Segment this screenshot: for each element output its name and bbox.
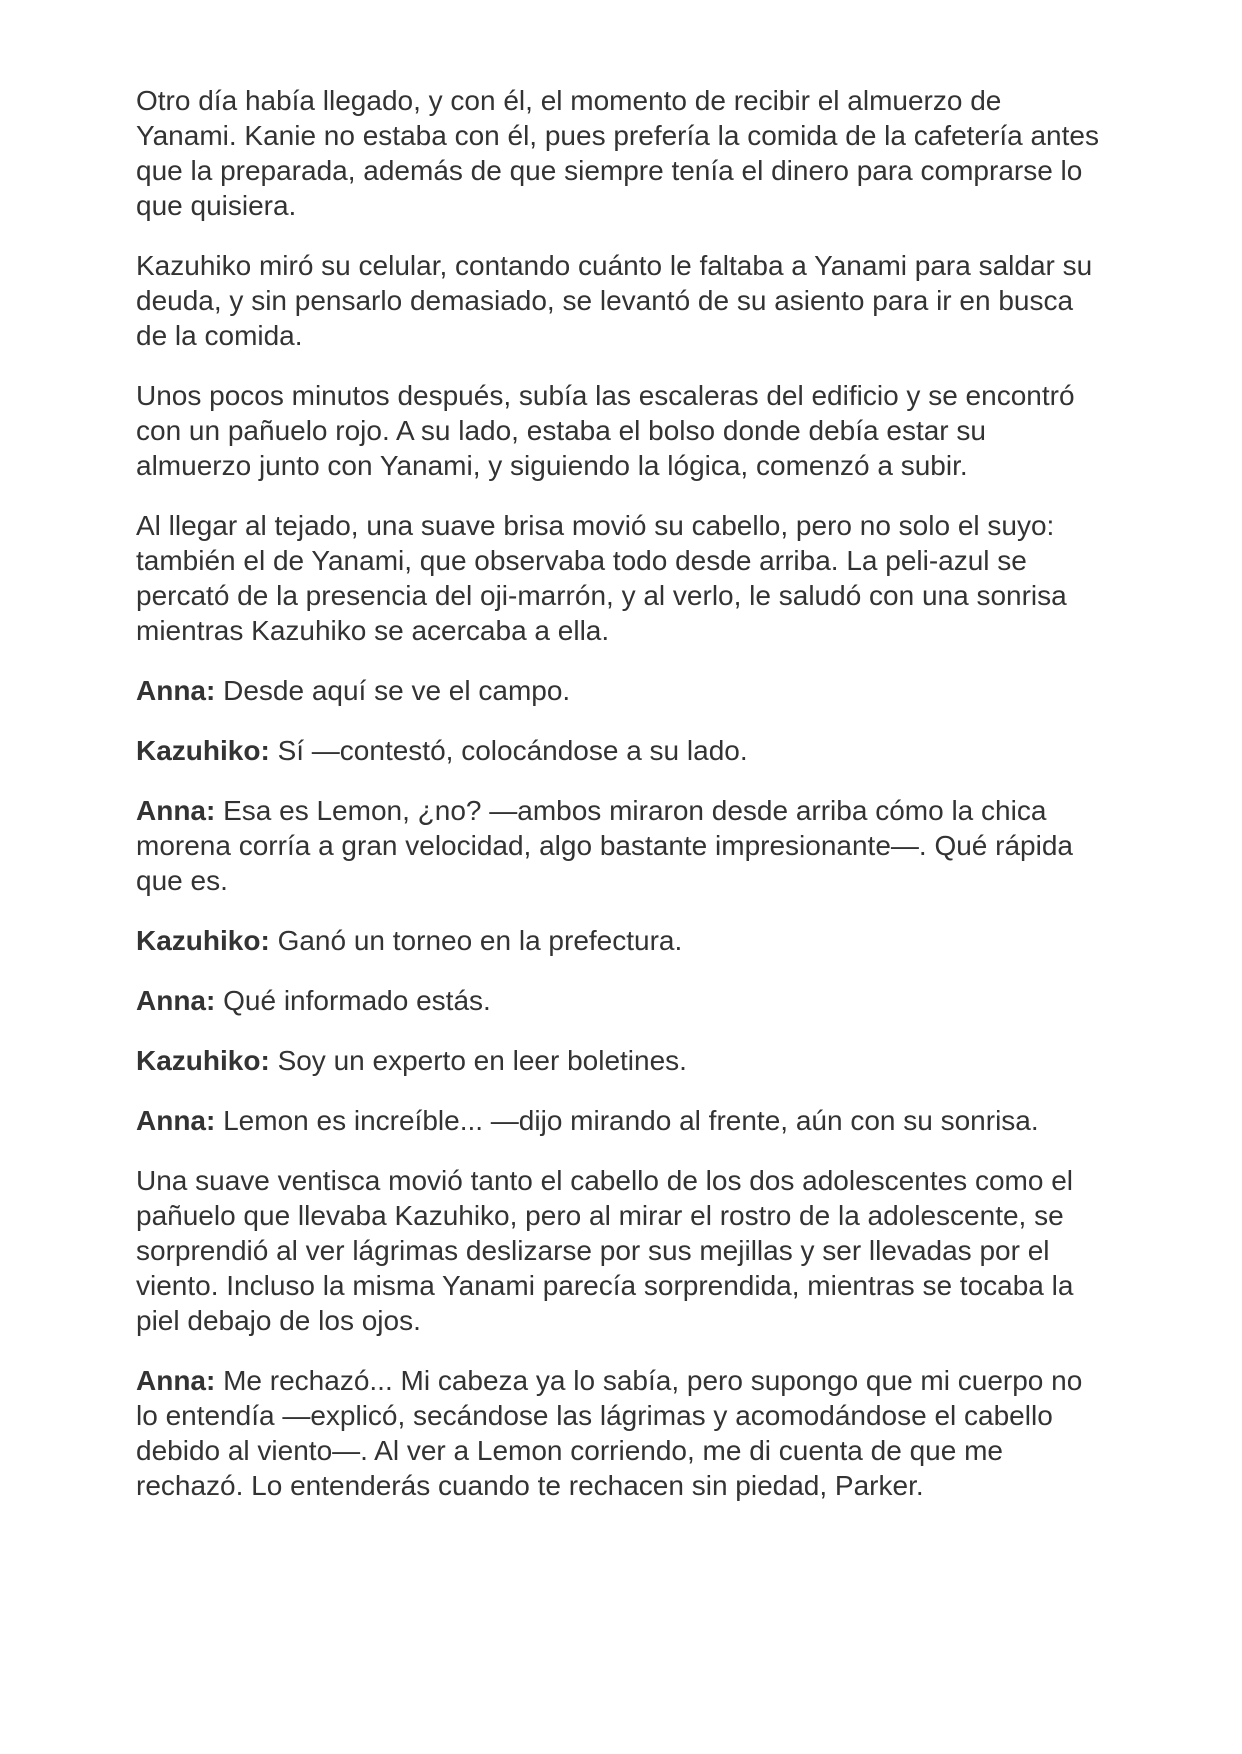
narration-paragraph	[136, 248, 1106, 353]
paragraph-text: Esa es Lemon, ¿no? —ambos miraron desde arriba cómo la chica morena corría a gran velocidad, algo bastante impresionante—. Qué rápida que es.	[136, 795, 1073, 896]
narration-paragraph	[136, 378, 1106, 483]
paragraph-text: Otro día había llegado, y con él, el momento de recibir el almuerzo de Yanami. Kanie no estaba con él, pues prefería la comida de la cafetería antes que la preparada, además de que siempre tenía el dinero para comprarse lo que quisiera.	[136, 85, 1099, 221]
paragraph-text: Soy un experto en leer boletines.	[277, 1045, 687, 1076]
paragraph-text: Sí —contestó, colocándose a su lado.	[277, 735, 748, 766]
speaker-name: Anna:	[136, 1365, 216, 1396]
dialogue-paragraph	[136, 923, 1106, 958]
speaker-name: Anna:	[136, 795, 216, 826]
paragraph-text: Ganó un torneo en la prefectura.	[277, 925, 683, 956]
dialogue-paragraph	[136, 1043, 1106, 1078]
paragraph-text: Qué informado estás.	[223, 985, 491, 1016]
dialogue-paragraph	[136, 673, 1106, 708]
narration-paragraph	[136, 1163, 1106, 1338]
speaker-name: Anna:	[136, 985, 216, 1016]
dialogue-paragraph	[136, 983, 1106, 1018]
narration-paragraph	[136, 508, 1106, 648]
dialogue-paragraph	[136, 1363, 1106, 1503]
speaker-name: Anna:	[136, 1105, 216, 1136]
paragraph-text: Desde aquí se ve el campo.	[223, 675, 571, 706]
paragraph-text: Kazuhiko miró su celular, contando cuánto le faltaba a Yanami para saldar su deuda, y sin pensarlo demasiado, se levantó de su asiento para ir en busca de la comida.	[136, 250, 1093, 351]
paragraph-text: Me rechazó... Mi cabeza ya lo sabía, pero supongo que mi cuerpo no lo entendía —explicó, secándose las lágrimas y acomodándose el cabello debido al viento—. Al ver a Lemon corriendo, me di cuenta de que me rechazó. Lo entenderás cuando te rechacen sin piedad, Parker.	[136, 1365, 1083, 1501]
speaker-name: Kazuhiko:	[136, 925, 270, 956]
paragraph-text: Lemon es increíble... —dijo mirando al frente, aún con su sonrisa.	[223, 1105, 1039, 1136]
paragraph-text: Unos pocos minutos después, subía las escaleras del edificio y se encontró con un pañuelo rojo. A su lado, estaba el bolso donde debía estar su almuerzo junto con Yanami, y siguiendo la lógica, comenzó a subir.	[136, 380, 1075, 481]
paragraph-text: Al llegar al tejado, una suave brisa movió su cabello, pero no solo el suyo: también el de Yanami, que observaba todo desde arriba. La peli-azul se percató de la presencia del oji-marrón, y al verlo, le saludó con una sonrisa mientras Kazuhiko se acercaba a ella.	[136, 510, 1067, 646]
speaker-name: Kazuhiko:	[136, 1045, 270, 1076]
dialogue-paragraph	[136, 733, 1106, 768]
speaker-name: Kazuhiko:	[136, 735, 270, 766]
dialogue-paragraph	[136, 793, 1106, 898]
narration-paragraph	[136, 83, 1106, 223]
document-content	[136, 83, 1106, 1528]
speaker-name: Anna:	[136, 675, 216, 706]
paragraph-text: Una suave ventisca movió tanto el cabello de los dos adolescentes como el pañuelo que llevaba Kazuhiko, pero al mirar el rostro de la adolescente, se sorprendió al ver lágrimas deslizarse por sus mejillas y ser llevadas por el viento. Incluso la misma Yanami parecía sorprendida, mientras se tocaba la piel debajo de los ojos.	[136, 1165, 1074, 1336]
dialogue-paragraph	[136, 1103, 1106, 1138]
